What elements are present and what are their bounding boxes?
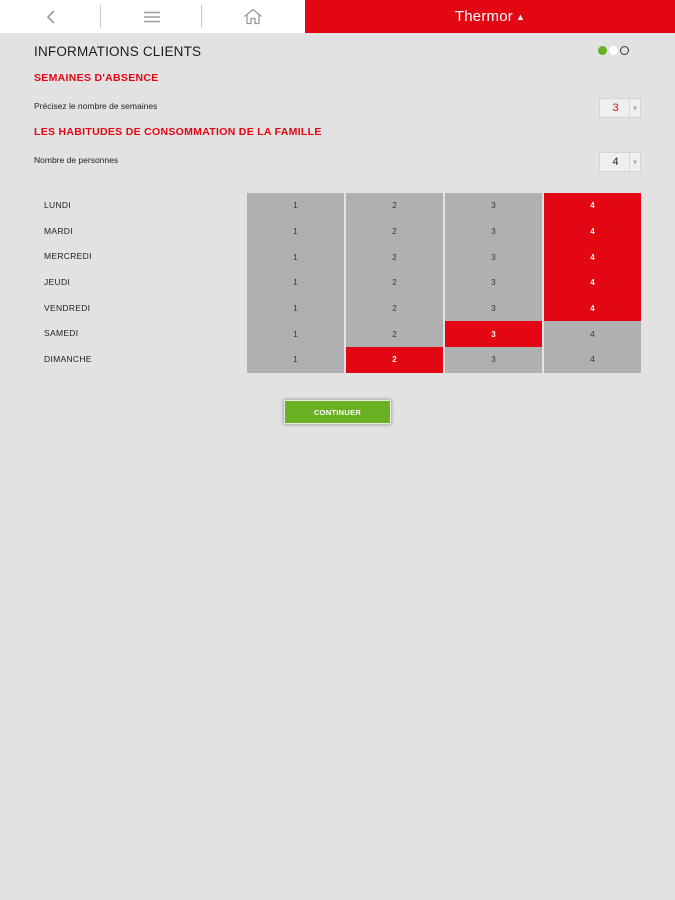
step-dot-current xyxy=(609,46,618,55)
persons-option-cell[interactable]: 1 xyxy=(247,270,344,296)
step-dot-done xyxy=(598,46,607,55)
persons-option-cell[interactable]: 4 xyxy=(544,193,641,219)
day-label: JEUDI xyxy=(44,277,71,288)
persons-select[interactable] xyxy=(599,152,641,172)
persons-option-cell[interactable]: 1 xyxy=(247,193,344,219)
day-row xyxy=(247,244,641,270)
day-row xyxy=(247,296,641,322)
persons-option-cell[interactable]: 3 xyxy=(445,347,542,373)
brand-logo: Thermor xyxy=(454,8,513,25)
persons-option-cell[interactable]: 2 xyxy=(346,244,443,270)
persons-option-cell[interactable]: 4 xyxy=(544,244,641,270)
home-button[interactable] xyxy=(202,0,303,33)
persons-option-cell[interactable]: 4 xyxy=(544,347,641,373)
persons-option-cell[interactable]: 4 xyxy=(544,296,641,322)
back-button[interactable] xyxy=(0,0,101,33)
step-indicator xyxy=(598,46,629,55)
persons-option-cell[interactable]: 1 xyxy=(247,244,344,270)
chevron-down-icon: ▼ xyxy=(629,153,640,171)
day-label: SAMEDI xyxy=(44,328,79,339)
chevron-down-icon: ▼ xyxy=(629,99,640,117)
persons-option-cell[interactable]: 1 xyxy=(247,219,344,245)
persons-select-value: 4 xyxy=(612,156,619,168)
persons-option-cell[interactable]: 3 xyxy=(445,321,542,347)
day-label: VENDREDI xyxy=(44,302,91,313)
day-labels xyxy=(44,193,92,373)
persons-option-cell[interactable]: 4 xyxy=(544,321,641,347)
persons-option-cell[interactable]: 2 xyxy=(346,219,443,245)
persons-option-cell[interactable]: 3 xyxy=(445,296,542,322)
step-dot-todo xyxy=(620,46,629,55)
day-label: LUNDI xyxy=(44,200,72,210)
persons-option-cell[interactable]: 1 xyxy=(247,296,344,322)
weeks-select-value: 3 xyxy=(612,102,619,114)
day-row xyxy=(247,347,641,373)
day-row xyxy=(247,219,641,245)
persons-option-cell[interactable]: 2 xyxy=(346,347,443,373)
weeks-label: Précisez le nombre de semaines xyxy=(34,101,158,111)
persons-option-cell[interactable]: 4 xyxy=(544,219,641,245)
persons-option-cell[interactable]: 2 xyxy=(346,270,443,296)
consumption-grid xyxy=(247,193,641,373)
menu-icon xyxy=(144,11,160,23)
day-label: MARDI xyxy=(44,225,73,236)
persons-option-cell[interactable]: 2 xyxy=(346,296,443,322)
persons-option-cell[interactable]: 3 xyxy=(445,270,542,296)
absence-section-title: SEMAINES D'ABSENCE xyxy=(34,72,159,84)
persons-label: Nombre de personnes xyxy=(34,155,119,165)
brand-mark-icon: ▲ xyxy=(515,11,526,22)
day-label: MERCREDI xyxy=(44,251,92,262)
persons-option-cell[interactable]: 4 xyxy=(544,270,641,296)
brand-banner xyxy=(305,0,675,33)
habits-section-title: LES HABITUDES DE CONSOMMATION DE LA FAMILLE xyxy=(34,126,322,138)
persons-option-cell[interactable]: 3 xyxy=(445,219,542,245)
top-bar xyxy=(0,0,675,33)
continue-button[interactable]: CONTINUER xyxy=(284,400,391,424)
persons-option-cell[interactable]: 3 xyxy=(445,244,542,270)
home-icon xyxy=(243,8,263,25)
weeks-select[interactable] xyxy=(599,98,641,118)
persons-option-cell[interactable]: 1 xyxy=(247,321,344,347)
menu-button[interactable] xyxy=(101,0,202,33)
page-title: INFORMATIONS CLIENTS xyxy=(34,44,202,59)
day-row xyxy=(247,270,641,296)
persons-option-cell[interactable]: 1 xyxy=(247,347,344,373)
day-row xyxy=(247,321,641,347)
day-label: DIMANCHE xyxy=(44,354,92,365)
persons-option-cell[interactable]: 3 xyxy=(445,193,542,219)
persons-option-cell[interactable]: 2 xyxy=(346,321,443,347)
persons-option-cell[interactable]: 2 xyxy=(346,193,443,219)
day-row xyxy=(247,193,641,219)
back-icon xyxy=(46,10,56,24)
